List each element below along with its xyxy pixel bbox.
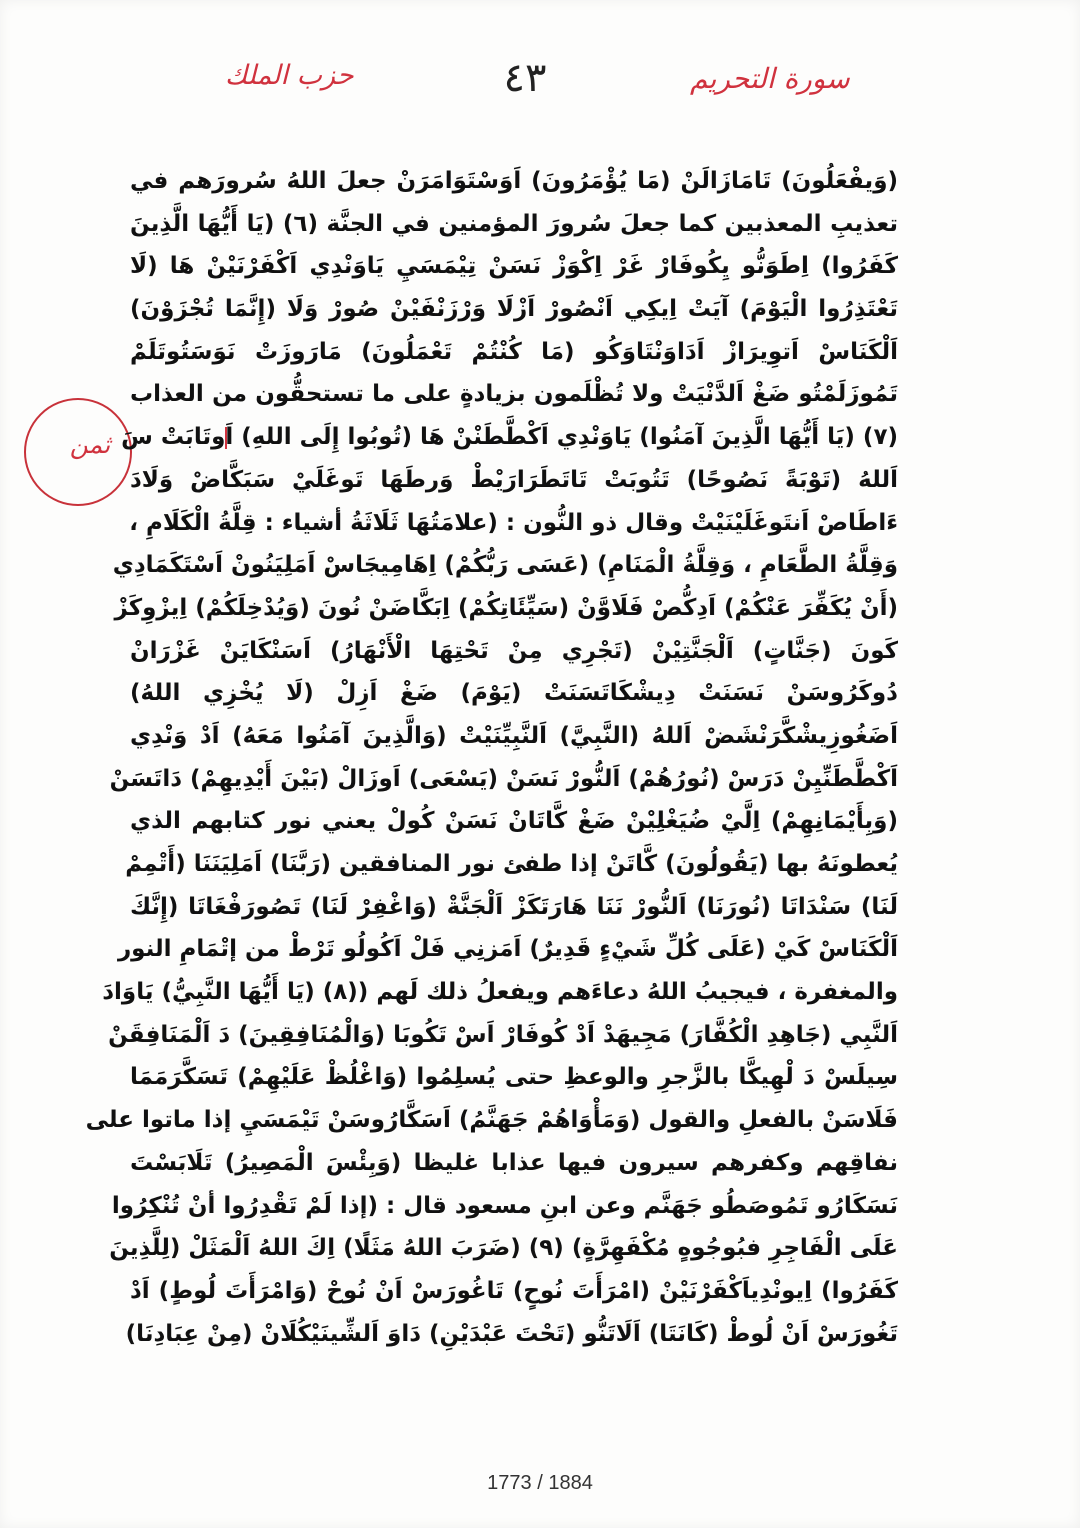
text-line: تَعْتَذِرُوا الْيَوْمَ) آيَتْ اِيكِي اَنْصُورْ اَزْلَا وَرْزَنْفَيْنْ صُورْ وَلَا (إِنَّمَا تُجْزَوْنَ) [130, 296, 898, 323]
page-counter: 1773 / 1884 [487, 1472, 593, 1494]
text-line: سِيلَسْ دَ لْهِيكَّا بالزَّجرِ والوعظِ حتى يُسلِمُوا (وَاغْلُظْ عَلَيْهِمْ) تَسَكَّرَمَمَا [130, 1064, 898, 1091]
text-line: والمغفرة ، فيجيبُ اللهُ دعاءَهم ويفعلُ ذلك لَهم ((٨) (يَا أَيُّهَا النَّبِيُّ) يَاوَادَ [102, 979, 898, 1006]
text-line: اَللهُ (تَوْبَةً نَصُوحًا) تَتُوبَتْ تَاتَطَرَارَيْطْ وَرطَهَا تَوغَلَيْ سَبَكَّاضْ وَلَادَ [130, 466, 898, 493]
text-line: نفاقِهم وكفرهم سيرون فيها عذابا غليظا (وَبِئْسَ الْمَصِيرُ) تَلَابَسْتَ [130, 1149, 898, 1176]
text-line: (أَنْ يُكَفِّرَ عَنْكُمْ) اَدِكُّصْ فَلَاوَّنْ (سَيِّئَاتِكُمْ) اِبَكَّاضَنْ نُونَ (وَيُدْخِلَكُمْ) اِيزْوِكَزْ [114, 594, 898, 621]
text-line: لَنَا) سَنْدَاتَا (نُورَنَا) اَلنُّورْ نَنَا هَارَتَكَزْ اَلْجَنَّةْ (وَاغْفِرْ لَنَا) تَصُورَفْغَاتَا (إِنَّكَ [130, 893, 898, 920]
text-line: كَفَرُوا) اِطَوَنُّو يِكُوفَارْ غَرْ اِكْوَزْ نَسَنْ تِيْمَسَيِ يَاوَنْدِي اَكْفَرْنَيْنْ هَا (لَا [130, 253, 898, 280]
text-line: تَمُوزَلَمْتُو ضَغْ اَلدَّنْيَتْ ولا تُظْلَمون بزيادةٍ على ما تستحقُّون من العذاب [130, 381, 898, 408]
surah-name-header: سورة التحريم [690, 62, 850, 95]
text-line: عَلَى الْفَاجِرِ فبُوجُوهٍ مُكْفَهِرَّةٍ) (٩) (ضَرَبَ اللهُ مَثَلًا) اِكَ اللهُ اَلْمَثَلْ (لِلَّذِينَ [109, 1235, 898, 1262]
text-line: اَلْكَنَاسْ اَتوِيرَازْ اَدَاوَنْتَاوَكُو (مَا كُنْتُمْ تَعْمَلُونَ) مَارَوزَتْ نَوَسَتُوتَلَمْ [130, 338, 898, 365]
hizb-name-header: حزب الملك [225, 60, 354, 91]
text-line: تعذيبِ المعذبين كما جعلَ سُرورَ المؤمنين في الجنَّة (٦) (يَا أَيُّهَا الَّذِينَ [130, 210, 898, 237]
text-line: تَغُورَسْ اَنْ لُوطْ (كَانَتَا) اَلَاتَنُّو (تَحْتَ عَبْدَيْنِ) دَاوَ اَلشِّينَيْكُلَانْ (مِنْ عِبَادِنَا) [125, 1320, 898, 1347]
text-line: كَونَ (جَنَّاتٍ) اَلْجَنَّتِيْنْ (تَجْرِي مِنْ تَحْتِهَا الْأَنْهَارُ) اَسَنْكَايَنْ غَزْرَانْ [130, 637, 898, 664]
text-line: (وَبِأَيْمَانِهِمْ) اِلَّيْ ضُيَغْلِيْنْ ضَغْ كَّاتَانْ نَسَنْ كُولْ يعني نور كتابهم الذي [130, 808, 898, 835]
text-line: دُوكَرُوسَنْ نَسَنَتْ دِيشْكَاتَسَنَتْ (يَوْمَ) ضَغْ اَزِلْ (لَا يُخْزِي اللهُ) [130, 680, 898, 707]
page-number: ٤٣ [503, 55, 547, 101]
text-line: وَقِلَّةُ الطَّعَامِ ، وَقِلَّةُ الْمَنَامِ) (عَسَى رَبُّكُمْ) اِهَامِيجَاسْ اَمَلِيَنُونْ اَسْتَكَمَادِي [112, 552, 898, 579]
text-line: ءَاطَاصْ اَنتَوغَلَيْنَيْتْ وقال ذو النُّون : (علامَتُهَا ثَلَاثَةُ أشياء : قِلَّةُ الْكَلَامِ ، [129, 509, 898, 536]
text-line: فَلَاسَنْ بالفعلِ والقول (وَمَأْوَاهُمْ جَهَنَّمُ) اَسَكَّارُوسَنْ تَيْمَسَيِ إذا ماتوا على [85, 1107, 898, 1134]
text-line: كَفَرُوا) اِيونْدِياَكْفَرْنَيْنْ (امْرَأَتَ نُوحٍ) تَاغُورَسْ اَنْ نُوحْ (وَامْرَأَتَ لُوطٍ) اَدْ [130, 1277, 898, 1304]
text-line: (٧) (يَا أَيُّهَا الَّذِينَ آمَنُوا) يَاوَنْدِي اَكْطَّطَنْنْ هَا (تُوبُوا إِلَى اللهِ) اَوتَابَتْ سَ [121, 424, 898, 451]
text-line: اَلْكَنَاسْ كَيْ (عَلَى كُلِّ شَيْءٍ قَدِيرٌ) اَمَزنِي فَلْ اَكُولُو تَرْطْ من إتْمَامِ النور [117, 936, 898, 963]
text-line: اَلنَّبِي (جَاهِدِ الْكُفَّارَ) مَجِيهَدْ اَدْ كُوفَارْ اَسْ تَكُوبَا (وَالْمُنَافِقِينَ) دَ اَلْمَنَافِقَنْ [108, 1021, 898, 1048]
text-line: اَكْطَّطَنِّيِنْ دَرَسْ (نُورُهُمْ) اَلنُّورْ نَسَنْ (يَسْعَى) اَوزَالْ (بَيْنَ أَيْدِيهِمْ) دَاتَسَنْ [109, 765, 898, 792]
text-line: نَسَكَارُو تَمُوصَطُو جَهَنَّم وعن ابنِ مسعود قال : (إذا لَمْ تَقْدِرُوا أنْ تُنْكِرُوا [111, 1192, 898, 1219]
text-line: يُعطونَهُ بها (يَقُولُونَ) كَّاتَنْ إذا طفئ نور المنافقين (رَبَّنَا) اَمَلِيَنَنَا (أَتْمِمْ [125, 851, 898, 877]
margin-note: ثمن [69, 430, 111, 459]
text-line: اَضَغُوزِيشْكَّرَنْشَضْ اَللهُ (النَّبِيَّ) اَلنَّبِيِّنَيْتْ (وَالَّذِينَ آمَنُوا مَعَهُ) اَدْ وَنْدِي [130, 722, 898, 749]
text-line: (وَيفْعَلُونَ) تَامَازَالَنْ (مَا يُؤْمَرُونَ) اَوَسْتَوَامَرَنْ جعلَ اللهُ سُرورَهم في [130, 168, 898, 194]
